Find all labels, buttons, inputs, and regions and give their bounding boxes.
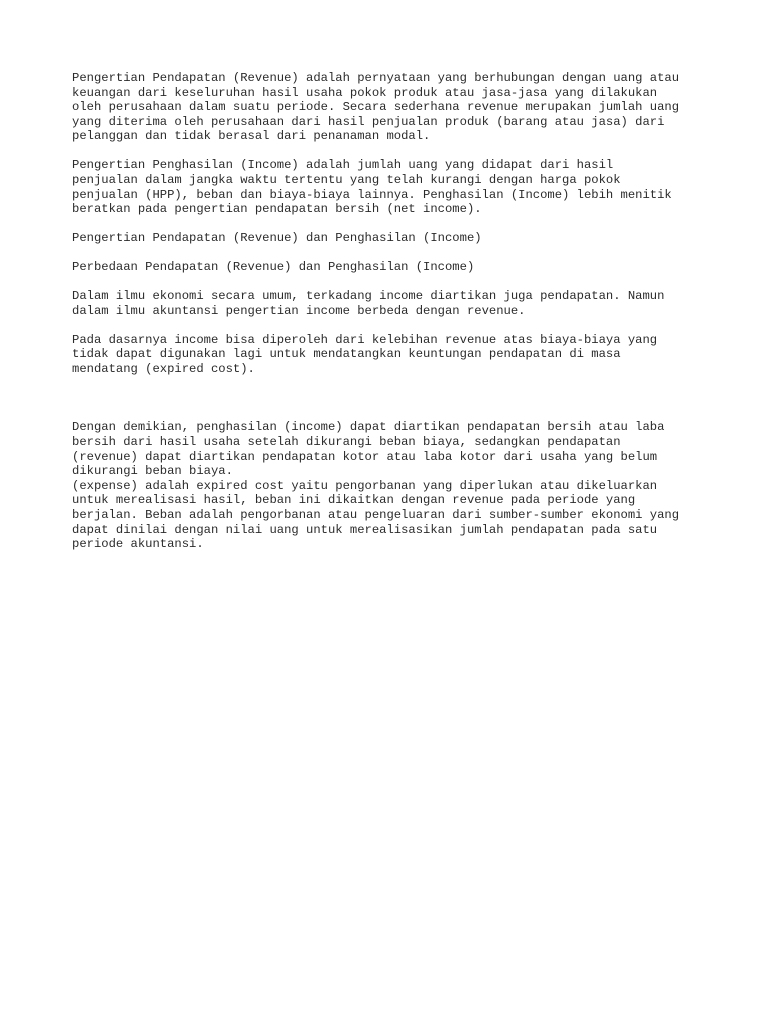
text-line: penjualan (HPP), beban dan biaya-biaya lainnya. Penghasilan (Income) lebih menitik [72, 187, 672, 202]
document-body [72, 71, 712, 552]
text-line: keuangan dari keseluruhan hasil usaha pokok produk atau jasa-jasa yang dilakukan [72, 85, 658, 100]
text-line: Perbedaan Pendapatan (Revenue) dan Penghasilan (Income) [72, 260, 475, 275]
paragraph-heading-definition [72, 231, 712, 246]
text-line: tidak dapat digunakan lagi untuk mendatangkan keuntungan pendapatan di masa [72, 347, 621, 362]
text-line: dapat dinilai dengan nilai uang untuk merealisasikan jumlah pendapatan pada satu [72, 522, 658, 537]
text-line: Pada dasarnya income bisa diperoleh dari kelebihan revenue atas biaya-biaya yang [72, 332, 658, 347]
text-line: yang diterima oleh perusahaan dari hasil penjualan produk (barang atau jasa) dari [72, 114, 665, 129]
text-line: (revenue) dapat diartikan pendapatan kotor atau laba kotor dari usaha yang belum [72, 449, 658, 464]
text-line: Pengertian Penghasilan (Income) adalah jumlah uang yang didapat dari hasil [72, 158, 614, 173]
text-line: pelanggan dan tidak berasal dari penanaman modal. [72, 129, 431, 144]
text-line: penjualan dalam jangka waktu tertentu yang telah kurangi dengan harga pokok [72, 172, 621, 187]
paragraph-income-definition [72, 158, 712, 216]
text-line: beratkan pada pengertian pendapatan bersih (net income). [72, 202, 482, 217]
text-line: untuk merealisasi hasil, beban ini dikaitkan dengan revenue pada periode yang [72, 493, 636, 508]
text-line: berjalan. Beban adalah pengorbanan atau pengeluaran dari sumber-sumber ekonomi yang [72, 508, 680, 523]
paragraph-expired-cost [72, 333, 712, 377]
text-line: Pengertian Pendapatan (Revenue) dan Penghasilan (Income) [72, 231, 482, 246]
text-line: (expense) adalah expired cost yaitu pengorbanan yang diperlukan atau dikeluarkan [72, 478, 658, 493]
text-line: oleh perusahaan dalam suatu periode. Secara sederhana revenue merupakan jumlah uang [72, 100, 680, 115]
text-line: bersih dari hasil usaha setelah dikurangi beban biaya, sedangkan pendapatan [72, 435, 621, 450]
paragraph-economics-vs-accounting [72, 289, 712, 318]
text-line: dikurangi beban biaya. [72, 464, 233, 479]
paragraph-heading-difference [72, 260, 712, 275]
paragraph-conclusion [72, 420, 712, 551]
text-line: periode akuntansi. [72, 537, 204, 552]
text-line: mendatang (expired cost). [72, 361, 255, 376]
text-line: dalam ilmu akuntansi pengertian income berbeda dengan revenue. [72, 303, 526, 318]
text-line: Dengan demikian, penghasilan (income) dapat diartikan pendapatan bersih atau laba [72, 420, 665, 435]
text-line: Dalam ilmu ekonomi secara umum, terkadang income diartikan juga pendapatan. Namun [72, 289, 665, 304]
paragraph-revenue-definition [72, 71, 712, 144]
text-line: Pengertian Pendapatan (Revenue) adalah pernyataan yang berhubungan dengan uang atau [72, 71, 680, 85]
